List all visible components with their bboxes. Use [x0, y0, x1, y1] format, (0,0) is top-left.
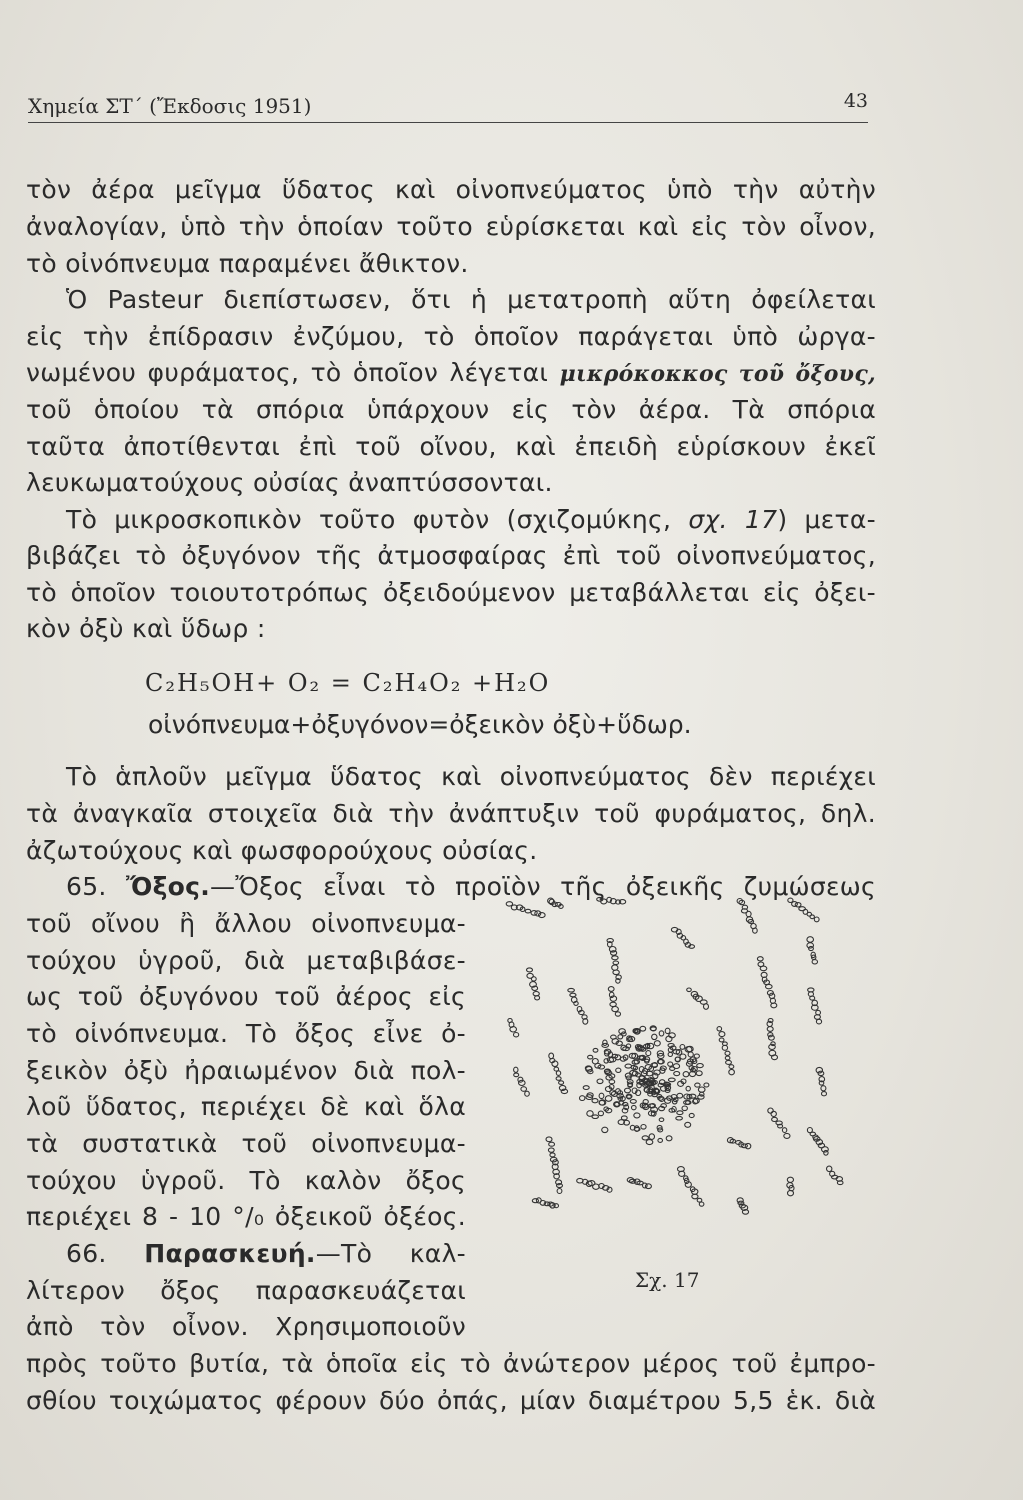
bacterium-cell: [615, 1012, 620, 1016]
bacterium-cell: [676, 1116, 683, 1120]
bacterium-cell: [618, 1035, 623, 1039]
bacterium-cell: [608, 987, 614, 992]
bacterium-cell: [767, 1027, 773, 1032]
chemical-equation: C₂H₅OH+ O₂ = C₂H₄O₂ +H₂O: [145, 669, 551, 697]
bacterium-cell: [680, 1045, 685, 1050]
bacterium-cell: [645, 1184, 651, 1189]
bacterium-cell: [625, 1088, 631, 1093]
bacterium-cell: [677, 1093, 683, 1098]
bacterium-cell: [570, 993, 576, 997]
bacterium-cell: [583, 1086, 589, 1090]
bacterium-cell: [646, 1140, 653, 1145]
bacterium-cell: [787, 1177, 793, 1182]
bacterium-cell: [810, 915, 814, 919]
bacterium-cell: [717, 1027, 722, 1031]
bacterium-cell: [647, 1043, 653, 1048]
bacterium-cell: [527, 968, 533, 972]
bacterium-cell: [719, 1032, 725, 1037]
bacterium-cell: [665, 1028, 670, 1033]
bacterium-cell: [722, 1045, 727, 1050]
bacterium-cell: [556, 1077, 561, 1081]
bacterium-cell: [611, 951, 617, 956]
bacterium-cell: [654, 1041, 660, 1046]
text-line: τὸν ἀέρα μεῖγμα ὕδατος καὶ οἰνοπνεύματος ὑπὸ τὴν αὐτὴν: [26, 175, 876, 204]
bacterium-cell: [704, 1004, 709, 1010]
bacterium-cell: [549, 1053, 554, 1059]
bacterium-cell: [719, 1038, 724, 1042]
equation-words: οἰνόπνευμα+ὀξυγόνον=ὀξεικὸν ὀξὺ+ὕδωρ.: [148, 710, 692, 739]
bacterium-cell: [821, 1086, 826, 1091]
text-line: ξεικὸν ὀξὺ ἠραιωμένον διὰ πολ-: [26, 1056, 466, 1085]
bacterium-cell: [668, 1044, 674, 1048]
text-line: τὸ οἰνόπνευμα. Τὸ ὄξος εἶνε ὀ-: [26, 1019, 466, 1048]
bacterium-cell: [827, 1166, 832, 1171]
bacterium-cell: [689, 1113, 694, 1117]
bacterium-cell: [634, 1113, 640, 1118]
bacterium-cell: [760, 966, 767, 971]
bacterium-cell: [531, 977, 536, 981]
page-number: 43: [843, 90, 868, 112]
bacterium-cell: [568, 988, 575, 992]
text-line: λευκωματούχους οὐσίας ἀναπτύσσονται.: [26, 468, 553, 497]
bacterium-cell: [729, 1069, 735, 1074]
bacterium-cell: [696, 1071, 702, 1076]
bacterium-cell: [609, 1080, 615, 1084]
section-66-heading-line: [66, 1239, 466, 1269]
text-line: εἰς τὴν ἐπίδρασιν ἐνζύμου, τὸ ὁποῖον παράγεται ὑπὸ ὠργα-: [26, 322, 876, 351]
bacterium-cell: [653, 1073, 658, 1078]
bacterium-cell: [625, 1064, 632, 1068]
text-line: πρὸς τοῦτο βυτία, τὰ ὁποῖα εἰς τὸ ἀνώτερον μέρος τοῦ ἐμπρο-: [26, 1349, 876, 1378]
bacterium-cell: [525, 1091, 530, 1096]
section-title: Ὄξος.: [125, 872, 211, 901]
bacterium-cell: [668, 1062, 673, 1066]
bacterium-cell: [814, 917, 819, 922]
bacterium-cell: [771, 1111, 776, 1116]
text-segment: νωμένου φυράματος, τὸ ὁποῖον λέγεται: [26, 358, 560, 387]
text-line: περιέχει 8 - 10 °/₀ ὀξεικοῦ ὀξέος.: [26, 1202, 466, 1231]
text-segment: ) μετα-: [777, 505, 876, 534]
text-segment: Τὸ μικροσκοπικὸν τοῦτο φυτὸν (σχιζομύκης,: [66, 505, 689, 534]
bacterium-cell: [741, 1144, 747, 1148]
bacteria-figure: [490, 880, 870, 1250]
bacterium-cell: [593, 1048, 598, 1052]
section-number: 66.: [66, 1239, 145, 1268]
text-line: τοῦ οἴνου ἢ ἄλλου οἰνοπνευμα-: [26, 909, 466, 938]
bacterium-cell: [746, 911, 751, 916]
bacterium-cell: [514, 1073, 519, 1077]
bacterium-cell: [610, 1002, 616, 1006]
bacterium-cell: [616, 1068, 621, 1072]
bacterium-cell: [670, 1067, 675, 1071]
bacterium-cell: [598, 1111, 603, 1116]
bacterium-cell: [592, 1059, 598, 1064]
running-title: Χημεία ΣΤ΄ (Ἔκδοσις 1951): [28, 94, 312, 118]
bacterium-cell: [769, 1035, 775, 1040]
bacterium-cell: [612, 965, 618, 970]
bacterium-cell: [698, 1087, 705, 1092]
text-line: λοῦ ὕδατος, περιέχει δὲ καὶ ὅλα: [26, 1092, 466, 1121]
bacterium-cell: [580, 1096, 585, 1101]
text-line: ἀναλογίαν, ὑπὸ τὴν ὁποίαν τοῦτο εὑρίσκεται καὶ εἰς τὸν οἶνον,: [26, 212, 876, 241]
bacterium-cell: [782, 1128, 786, 1133]
bacterium-cell: [704, 1083, 709, 1087]
bacterium-cell: [784, 1133, 790, 1138]
text-line: σθίου τοιχώματος φέρουν δύο ὀπάς, μίαν διαμέτρου 5,5 ἑκ. διὰ: [26, 1386, 876, 1415]
bacterium-cell: [682, 1106, 687, 1111]
bacterium-cell: [674, 1072, 680, 1076]
bacterium-cell: [630, 1100, 636, 1104]
text-line: ως τοῦ ὀξυγόνου τοῦ ἀέρος εἰς: [26, 982, 466, 1011]
section-number: 65.: [66, 872, 126, 901]
bacterium-cell: [816, 1019, 821, 1024]
bacterium-cell: [668, 1078, 675, 1082]
bacterium-cell: [768, 1108, 773, 1113]
bacterium-cell: [548, 1148, 554, 1152]
bacterium-cell: [757, 957, 763, 961]
bacterium-cell: [778, 1124, 783, 1128]
bacterium-cell: [659, 1031, 664, 1036]
bacterium-cell: [550, 1153, 555, 1157]
bacterium-cell: [725, 1051, 730, 1055]
text-line: Τὸ ἁπλοῦν μεῖγμα ὕδατος καὶ οἰνοπνεύματος δὲν περιέχει: [66, 762, 876, 791]
bacterium-cell: [726, 1060, 732, 1064]
bacterium-cell: [632, 1105, 637, 1109]
bacterium-cell: [680, 1054, 686, 1059]
text-line: τούχου ὑγροῦ. Τὸ καλὸν ὄξος: [26, 1166, 466, 1195]
bacterium-cell: [687, 988, 692, 992]
bacterium-cell: [556, 1071, 560, 1076]
bacterium-cell: [812, 960, 817, 964]
bacterium-cell: [605, 1096, 612, 1102]
text-line: [26, 358, 876, 389]
bacterium-cell: [766, 984, 773, 988]
text-line: [66, 505, 876, 535]
bacterium-cell: [659, 1118, 664, 1122]
text-line: ἀζωτούχους καὶ φωσφορούχους οὐσίας.: [26, 836, 538, 865]
bacterium-cell: [675, 1057, 680, 1061]
bacterium-cell: [685, 1122, 691, 1127]
text-line: τὰ συστατικὰ τοῦ οἰνοπνευμα-: [26, 1129, 466, 1158]
running-header: [28, 88, 868, 123]
bacterium-cell: [649, 1134, 654, 1140]
bacterium-cell: [692, 1194, 698, 1199]
bacterium-cell: [603, 1040, 607, 1045]
term-micrococcus: μικρόκοκκος τοῦ ὄξους,: [559, 361, 876, 387]
bacterium-cell: [554, 1204, 559, 1208]
bacterium-cell: [612, 956, 618, 960]
text-line: τοῦ ὁποίου τὰ σπόρια ὑπάρχουν εἰς τὸν ἀέρα. Τὰ σπόρια: [26, 395, 876, 424]
bacterium-cell: [521, 1087, 527, 1092]
bacterium-cell: [795, 903, 801, 907]
bacterium-cell: [772, 1117, 778, 1121]
bacterium-cell: [559, 1081, 564, 1085]
section-title: Παρασκευή.: [144, 1239, 316, 1268]
bacterium-cell: [799, 907, 806, 911]
bacterium-cell: [641, 1125, 646, 1130]
bacterium-cell: [587, 1111, 593, 1117]
bacterium-cell: [525, 909, 531, 913]
text-line: τούχου ὑγροῦ, διὰ μεταβιβάσε-: [26, 946, 466, 975]
bacterium-cell: [725, 1056, 730, 1060]
text-segment: —Ὄξος εἶναι τὸ προϊὸν τῆς ὀξεικῆς ζυμώσεως: [210, 872, 876, 901]
bacterium-cell: [666, 1136, 672, 1141]
bacterium-cell: [745, 1143, 751, 1148]
bacterium-cell: [549, 1142, 555, 1146]
text-line: ταῦτα ἀποτίθενται ἐπὶ τοῦ οἴνου, καὶ ἐπειδὴ εὑρίσκουν ἐκεῖ: [26, 432, 876, 461]
bacterium-cell: [688, 1052, 693, 1057]
text-line: βιβάζει τὸ ὀξυγόνον τῆς ἀτμοσφαίρας ἐπὶ τοῦ οἰνοπνεύματος,: [26, 541, 876, 570]
bacterium-cell: [822, 1092, 827, 1096]
bacterium-cell: [546, 1137, 552, 1142]
bacterium-cell: [602, 1127, 608, 1132]
bacterium-cell: [592, 1099, 598, 1103]
bacterium-cell: [677, 1111, 683, 1115]
text-line: τὰ ἀναγκαῖα στοιχεῖα διὰ τὴν ἀνάπτυξιν τοῦ φυράματος, δηλ.: [26, 799, 876, 828]
bacterium-cell: [699, 1202, 704, 1206]
bacterium-cell: [613, 961, 619, 965]
bacterium-cell: [698, 1095, 704, 1099]
bacterium-cell: [729, 1065, 734, 1069]
text-line: ἀπὸ τὸν οἶνον. Χρησιμοποιοῦν: [26, 1312, 466, 1341]
text-line: λίτερον ὄξος παρασκευάζεται: [26, 1276, 466, 1305]
bacterium-cell: [824, 1150, 828, 1155]
figure-caption: Σχ. 17: [635, 1268, 700, 1292]
bacterium-cell: [588, 1055, 593, 1059]
bacterium-cell: [697, 1064, 704, 1068]
bacterium-cell: [816, 1067, 822, 1073]
bacterium-cell: [514, 1067, 518, 1072]
bacterium-cell: [514, 1033, 519, 1037]
text-line: τὸ οἰνόπνευμα παραμένει ἄθικτον.: [26, 249, 469, 278]
bacterium-cell: [640, 1026, 646, 1031]
text-line: κὸν ὀξὺ καὶ ὕδωρ :: [26, 614, 266, 643]
bacterium-cell: [645, 1065, 651, 1070]
bacterium-cell: [652, 1034, 657, 1039]
bacterium-cell: [686, 1086, 690, 1091]
figure-reference: σχ. 17: [688, 505, 778, 534]
text-line: τὸ ὁποῖον τοιουτοτρόπως ὀξειδούμενον μεταβάλλεται εἰς ὀξει-: [26, 578, 876, 607]
bacterium-cell: [668, 1052, 672, 1056]
bacterium-cell: [612, 1007, 619, 1012]
bacterium-cell: [557, 1189, 562, 1194]
bacterium-cell: [658, 1138, 663, 1142]
text-segment: —Τὸ καλ-: [315, 1239, 466, 1268]
bacterium-cell: [646, 1051, 651, 1056]
bacterium-cell: [683, 1072, 689, 1077]
bacterium-cell: [599, 1093, 604, 1098]
bacterium-cell: [807, 937, 814, 943]
bacterium-cell: [695, 1083, 700, 1087]
bacterium-cell: [597, 1079, 603, 1084]
text-line: Ὁ Pasteur διεπίστωσεν, ὅτι ἡ μετατροπὴ αὕτη ὀφείλεται: [66, 285, 876, 314]
